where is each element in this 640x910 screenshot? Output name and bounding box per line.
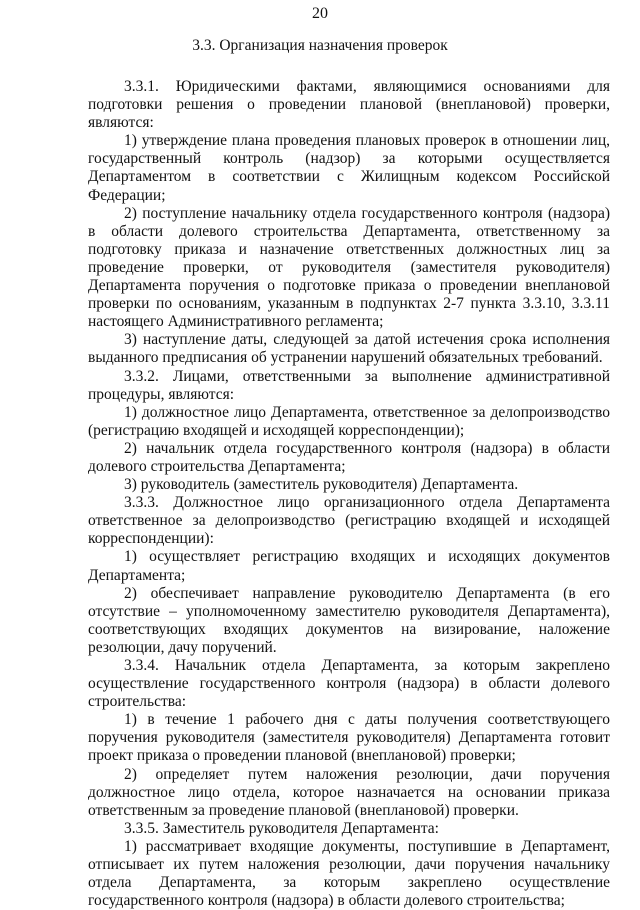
paragraph: 3) наступление даты, следующей за датой истечения срока исполнения выданного предписания об устранении нарушений обязательных требований. xyxy=(88,331,610,367)
paragraph: 1) осуществляет регистрацию входящих и исходящих документов Департамента; xyxy=(88,548,610,584)
page-number: 20 xyxy=(312,5,328,22)
paragraph: 3.3.2. Лицами, ответственными за выполнение административной процедуры, являются: xyxy=(88,367,610,403)
paragraph: 3.3.5. Заместитель руководителя Департамента: xyxy=(124,819,439,837)
paragraph: 2) обеспечивает направление руководителю Департамента (в его отсутствие – уполномоченному заместителю руководителя Департамента), соответствующих входящих документов на визирование, наложение резолюции, дачу поручений. xyxy=(88,584,610,656)
paragraph: 3.3.4. Начальник отдела Департамента, за которым закреплено осуществление государственного контроля (надзора) в области долевого строительства: xyxy=(88,657,610,711)
paragraph: 1) должностное лицо Департамента, ответственное за делопроизводство (регистрацию входящей и исходящей корреспонденции); xyxy=(88,403,610,439)
paragraph: 3) руководитель (заместитель руководителя) Департамента. xyxy=(124,476,519,494)
paragraph: 3.3.1. Юридическими фактами, являющимися основаниями для подготовки решения о проведении плановой (внеплановой) проверки, являются: xyxy=(88,78,610,132)
paragraph: 2) определяет путем наложения резолюции, дачи поручения должностное лицо отдела, которое назначается на основании приказа ответственным за проведение плановой (внеплановой) проверки. xyxy=(88,765,610,819)
paragraph: 1) в течение 1 рабочего дня с даты получения соответствующего поручения руководителя (заместителя руководителя) Департамента готовит проект приказа о проведении плановой (внеплановой) проверки; xyxy=(88,711,610,765)
paragraph: 3.3.3. Должностное лицо организационного отдела Департамента ответственное за делопроизводство (регистрацию входящей и исходящей корреспонденции): xyxy=(88,494,610,548)
section-title: 3.3. Организация назначения проверок xyxy=(192,37,448,54)
paragraph: 2) поступление начальнику отдела государственного контроля (надзора) в области долевого строительства Департамента, ответственному за подготовку приказа и назначение ответственных должностных лиц за проведение проверки, от руководителя (заместителя руководителя) Департамента поручения о подготовке приказа о проведении внеплановой проверки по основаниям, указанным в подпунктах 2-7 пункта 3.3.10, 3.3.11 настоящего Административного регламента; xyxy=(88,204,610,331)
paragraph: 1) утверждение плана проведения плановых проверок в отношении лиц, государственный контроль (надзор) за которыми осуществляется Департаментом в соответствии с Жилищным кодексом Российской Федерации; xyxy=(88,132,610,204)
paragraph: 1) рассматривает входящие документы, поступившие в Департамент, отписывает их путем наложения резолюции, дачи поручения начальнику отдела Департамента, за которым закреплено осуществление государственного контроля (надзора) в области долевого строительства; xyxy=(88,837,610,910)
body-text xyxy=(88,78,610,910)
paragraph: 2) начальник отдела государственного контроля (надзора) в области долевого строительства Департамента; xyxy=(88,439,610,475)
